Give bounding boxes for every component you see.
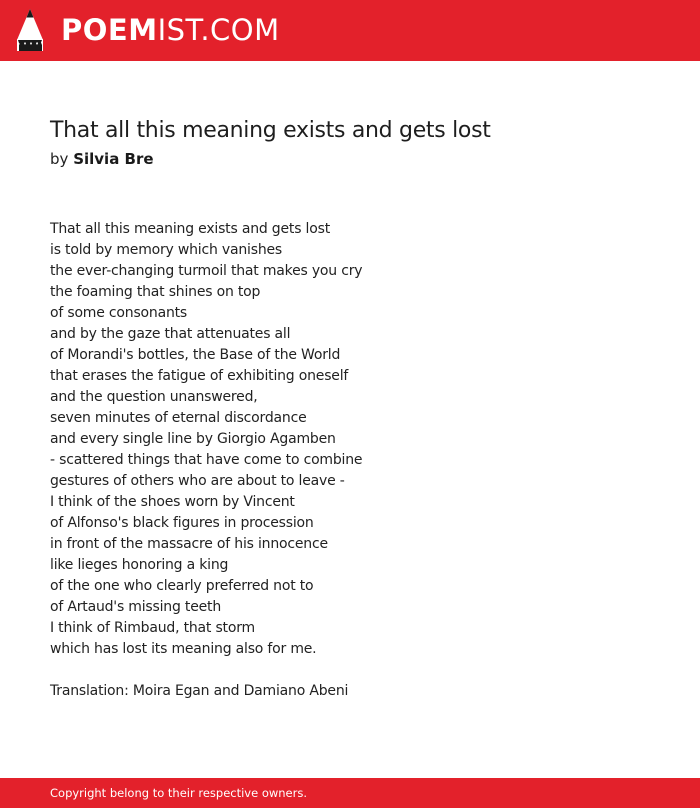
poem-line: I think of Rimbaud, that storm	[50, 620, 255, 636]
byline-prefix: by	[50, 150, 69, 168]
poem-line: like lieges honoring a king	[50, 557, 229, 573]
logo-text-bold: POEM	[61, 13, 158, 47]
poem-body	[50, 219, 650, 660]
poem-line: gestures of others who are about to leave -	[50, 473, 345, 489]
poem-line: that erases the fatigue of exhibiting oneself	[50, 368, 349, 384]
poem-line: in front of the massacre of his innocence	[50, 536, 328, 552]
poem-line: and the question unanswered,	[50, 389, 258, 405]
poem-line: of Artaud's missing teeth	[50, 599, 221, 615]
poem-line: the foaming that shines on top	[50, 284, 261, 300]
site-logo-text	[61, 9, 280, 51]
pencil-tip-icon	[17, 9, 43, 51]
poem-line: of some consonants	[50, 305, 188, 321]
poem-line: the ever-changing turmoil that makes you cry	[50, 263, 363, 279]
poem-title: That all this meaning exists and gets lost	[50, 118, 491, 143]
poem-line: I think of the shoes worn by Vincent	[50, 494, 295, 510]
poem-byline	[50, 149, 154, 169]
poem-line: and every single line by Giorgio Agamben	[50, 431, 336, 447]
site-header	[0, 0, 700, 61]
author-link[interactable]: Silvia Bre	[73, 150, 154, 168]
poem-line: which has lost its meaning also for me.	[50, 641, 317, 657]
poem-line: of Alfonso's black figures in procession	[50, 515, 314, 531]
logo-text-light: IST.COM	[157, 13, 280, 47]
poem-line: and by the gaze that attenuates all	[50, 326, 291, 342]
poem-line: of Morandi's bottles, the Base of the World	[50, 347, 341, 363]
copyright-notice: Copyright belong to their respective owners.	[50, 786, 308, 800]
site-footer	[0, 778, 700, 808]
site-logo-link[interactable]	[17, 9, 280, 51]
poem-line: That all this meaning exists and gets lost	[50, 221, 330, 237]
poem-line: of the one who clearly preferred not to	[50, 578, 314, 594]
poem-line: - scattered things that have come to combine	[50, 452, 363, 468]
poem-line: is told by memory which vanishes	[50, 242, 283, 258]
poem-line: seven minutes of eternal discordance	[50, 410, 307, 426]
translation-credit: Translation: Moira Egan and Damiano Abeni	[50, 683, 349, 699]
